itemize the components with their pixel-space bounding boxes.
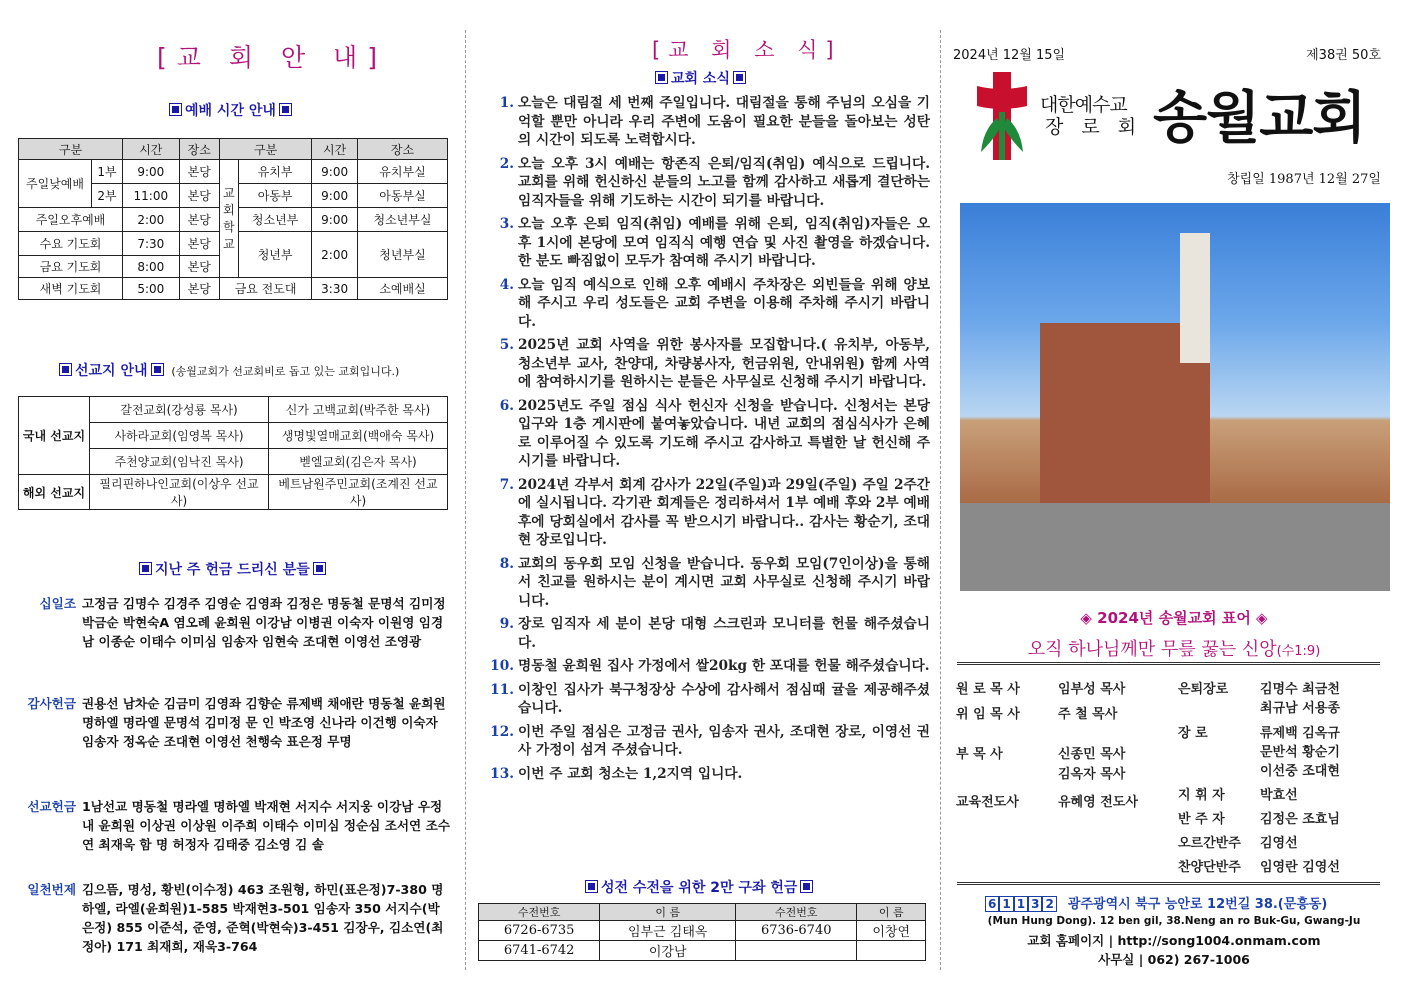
staff-role: 찬양단반주 — [1178, 860, 1241, 875]
column-divider — [940, 30, 941, 970]
divider-line — [957, 662, 1380, 665]
fund-table — [478, 903, 926, 961]
founded-date: 창립일 1987년 12월 27일 — [1227, 172, 1381, 187]
col-header: 이 름 — [857, 904, 926, 921]
zip-digit: 1 — [999, 896, 1013, 912]
cell: 7:30 — [123, 232, 180, 256]
news-list — [488, 94, 930, 788]
news-number: 6. — [499, 397, 514, 414]
cell: 2:00 — [312, 232, 358, 278]
staff-name: 임영란 김영선 — [1260, 860, 1340, 875]
news-text: 오늘은 대림절 세 번째 주일입니다. 대림절을 통해 주님의 오심을 기억할 뿐만 아니라 우리 주변에 도움이 필요한 분들을 돌아보는 성탄의 시간이 되도록 노력합시다. — [518, 95, 930, 148]
news-item — [488, 657, 930, 676]
news-item — [488, 215, 930, 271]
cell: 본당 — [179, 232, 219, 256]
news-number: 3. — [499, 216, 514, 232]
overseas-mission-label: 해외 선교지 — [19, 475, 90, 510]
address-english: (Mun Hung Dong). 12 ben gil, 38.Neng an ro Buk-Gu, Gwang-Ju — [987, 915, 1361, 927]
cell: 임부근 김태옥 — [600, 921, 736, 941]
cell: 6741-6742 — [479, 941, 600, 961]
cell: 소예배실 — [357, 278, 447, 300]
staff-name: 김옥자 목사 — [1058, 767, 1126, 782]
square-bullet-icon — [139, 562, 152, 575]
news-text: 오늘 오후 3시 예배는 항존직 은퇴/임직(취임) 예식으로 드립니다. 교회를 위해 헌신하신 분들의 노고를 함께 감사하고 새롭게 결단하는 임직자들을 위해 기도하는 시간이 되기를 바랍니다. — [518, 155, 930, 209]
mission-note: (송월교회가 선교회비로 돕고 있는 교회입니다.) — [171, 365, 400, 378]
news-item — [488, 276, 930, 332]
news-number: 11. — [490, 681, 514, 698]
church-building-photo — [960, 203, 1390, 591]
news-number: 10. — [490, 658, 514, 674]
cell: 아동부실 — [357, 184, 447, 208]
news-text: 명동철 윤희원 집사 가정에서 쌀20kg 한 포대를 헌물 해주셨습니다. — [518, 658, 930, 674]
col-header: 시간 — [312, 139, 358, 160]
news-text: 오늘 임직 예식으로 인해 오후 예배시 주차장은 외빈들을 위해 양보해 주시고 우리 성도들은 교회 주변을 이용해 주차해 주시기 바랍니다. — [518, 276, 930, 330]
staff-role: 반 주 자 — [1178, 812, 1225, 827]
mission-table — [18, 396, 448, 510]
offering-heading — [136, 559, 329, 579]
church-name: 송월교회 — [1153, 86, 1366, 151]
offering-label: 일천번제 — [27, 882, 76, 897]
staff-row — [956, 791, 1138, 810]
news-item — [488, 555, 930, 611]
staff-row — [1178, 832, 1298, 851]
worship-schedule-heading — [166, 100, 295, 120]
news-number: 2. — [499, 155, 514, 172]
cell: 베트남원주민교회(조계진 선교사) — [269, 475, 448, 510]
staff-name: 김정은 조효님 — [1260, 812, 1340, 827]
church-cross-logo-icon — [973, 72, 1031, 160]
news-text: 2025년 교회 사역을 위한 봉사자를 모집합니다.( 유치부, 아동부, 청소년부 교사, 찬양대, 차량봉사자, 헌금위원, 안내위원) 함께 사역에 참여하시기를 원하시는 분들은 사무실로 신청해 주시기 바랍니다. — [518, 337, 930, 390]
staff-row — [956, 678, 1125, 697]
col-header: 수전번호 — [479, 904, 600, 921]
church-guide-column — [0, 0, 462, 992]
square-bullet-icon — [733, 71, 746, 84]
news-item — [488, 615, 930, 652]
fund-heading — [582, 877, 816, 897]
news-number: 1. — [499, 95, 514, 111]
cell: 1부 — [92, 160, 123, 184]
cell: 주천양교회(임낙진 목사) — [90, 449, 269, 475]
church-news-title: [교 회 소 식] — [652, 38, 842, 62]
cell: 본당 — [179, 256, 219, 278]
cell: 2:00 — [123, 208, 180, 232]
news-number: 9. — [499, 616, 514, 632]
offering-names: 김으뜸, 명성, 황빈(이수정) 463 조원형, 하민(표은정)7-380 명하엘, 라엘(윤희원)1-585 박재현3-501 임송자 350 서지수(박은정) 855 이준석, 준영, 준혁(박현숙)3-451 김장우, 김소연(최정아) 171 최재희, 재욱3-764 — [82, 882, 444, 954]
church-guide-title: [교 회 안 내] — [157, 43, 387, 72]
offering-tithe — [20, 594, 450, 651]
news-item — [488, 397, 930, 471]
news-text: 이창인 집사가 북구청장상 수상에 감사해서 점심때 귤을 제공해주셨습니다. — [518, 681, 930, 716]
staff-role: 지 휘 자 — [1178, 788, 1225, 803]
zip-digit: 3 — [1028, 896, 1042, 912]
cell: 청년부 — [238, 232, 311, 278]
news-number: 13. — [490, 765, 514, 782]
staff-row — [1178, 856, 1340, 875]
col-header: 장소 — [357, 139, 447, 160]
cell: 금요 전도대 — [219, 278, 311, 300]
col-header: 시간 — [123, 139, 180, 160]
staff-row — [956, 703, 1117, 722]
bulletin-date: 2024년 12월 15일 — [953, 48, 1066, 63]
news-text: 이번 주 교회 청소는 1,2지역 입니다. — [518, 765, 743, 782]
staff-row — [1178, 784, 1298, 803]
offering-names: 권용선 남차순 김금미 김영좌 김향순 류제백 채애란 명동철 윤희원 명하엘 명라엘 문명석 김미정 문 인 박조영 신나라 이건행 이숙자 임송자 정옥순 조대현 이영선 천행숙 표은정 무명 — [82, 696, 446, 749]
zip-digit: 1 — [1014, 896, 1028, 912]
cell: 본당 — [179, 278, 219, 300]
zip-digit: 2 — [1042, 896, 1056, 912]
news-text: 이번 주일 점심은 고정금 권사, 임송자 권사, 조대현 장로, 이영선 권사 가정이 섬겨 주셨습니다. — [518, 723, 930, 758]
offering-label: 감사헌금 — [27, 696, 76, 711]
staff-row — [956, 763, 1125, 782]
zip-digit: 6 — [985, 896, 999, 912]
news-title: 교회 소식 — [671, 71, 730, 87]
offering-label: 십일조 — [39, 596, 76, 611]
col-header: 수전번호 — [736, 904, 857, 921]
cell — [736, 941, 857, 961]
staff-name: 주 철 목사 — [1058, 707, 1118, 722]
office-phone: 사무실 | 062) 267-1006 — [1098, 952, 1250, 967]
staff-name: 김명수 최금천 — [1260, 682, 1340, 697]
cell: 본당 — [179, 184, 219, 208]
square-bullet-icon — [800, 880, 813, 893]
cell: 아동부 — [238, 184, 311, 208]
denomination-line2: 장 로 회 — [1045, 116, 1143, 138]
cell: 신가 고백교회(박주한 목사) — [269, 397, 448, 423]
offering-label: 선교헌금 — [27, 799, 76, 814]
motto-title: ◈ 2024년 송월교회 표어 ◈ — [1080, 609, 1268, 627]
staff-name: 최규남 서용종 — [1260, 701, 1340, 716]
worship-schedule-title: 예배 시간 안내 — [185, 103, 276, 119]
cell: 9:00 — [312, 208, 358, 232]
cell: 8:00 — [123, 256, 180, 278]
cell: 사하라교회(임영복 목사) — [90, 423, 269, 449]
cell: 금요 기도회 — [19, 256, 123, 278]
cell: 청소년부실 — [357, 208, 447, 232]
square-bullet-icon — [59, 363, 72, 376]
cell: 유치부 — [238, 160, 311, 184]
cell: 갈전교회(강성룡 목사) — [90, 397, 269, 423]
staff-role: 원 로 목 사 — [956, 682, 1020, 697]
square-bullet-icon — [585, 880, 598, 893]
staff-role: 부 목 사 — [956, 747, 1003, 762]
cell: 9:00 — [312, 160, 358, 184]
offering-names: 고정금 김명수 김경주 김영순 김영좌 김정은 명동철 문명석 김미정 박금순 박현숙A 염오례 윤희원 이강남 이병권 이숙자 이원영 임경남 이종순 이태수 이미심 임송자 임현숙 조대현 이영선 조영광 — [82, 596, 446, 649]
news-number: 8. — [499, 555, 514, 572]
church-news-column — [470, 0, 938, 992]
offering-mission — [20, 797, 450, 854]
cell: 11:00 — [123, 184, 180, 208]
staff-row — [956, 743, 1125, 762]
news-item — [488, 765, 930, 784]
news-item — [488, 94, 930, 150]
fund-title: 성전 수전을 위한 2만 구좌 헌금 — [601, 880, 798, 896]
cell: 본당 — [179, 160, 219, 184]
mission-title: 선교지 안내 — [75, 363, 148, 379]
square-bullet-icon — [169, 103, 182, 116]
staff-row — [1178, 697, 1340, 716]
cell — [857, 941, 926, 961]
cell: 3:30 — [312, 278, 358, 300]
news-text: 오늘 오후 은퇴 임직(취임) 예배를 위해 은퇴, 임직(취임)자들은 오후 1시에 본당에 모여 임직식 예행 연습 및 사진 촬영을 하겠습니다. 한 분도 빠짐없이 모두가 참여해 주시기 바랍니다. — [518, 216, 930, 269]
cell: 5:00 — [123, 278, 180, 300]
photo-tower — [1180, 233, 1210, 363]
staff-row — [1178, 741, 1340, 760]
cell: 수요 기도회 — [19, 232, 123, 256]
col-header: 구분 — [219, 139, 311, 160]
news-item — [488, 155, 930, 211]
staff-name: 유혜영 전도사 — [1058, 795, 1138, 810]
staff-name: 임부성 목사 — [1058, 682, 1126, 697]
news-item — [488, 681, 930, 718]
motto-reference: (수1:9) — [1276, 644, 1321, 659]
cell: 벧엘교회(김은자 목사) — [269, 449, 448, 475]
homepage-link[interactable]: 교회 홈페이지 | http://song1004.onmam.com — [1027, 933, 1321, 948]
worship-schedule-table — [18, 138, 448, 300]
cell: 2부 — [92, 184, 123, 208]
staff-name: 김영선 — [1260, 836, 1298, 851]
column-divider — [465, 30, 466, 970]
cell: 새벽 기도회 — [19, 278, 123, 300]
staff-row — [1178, 722, 1340, 741]
staff-role: 교육전도사 — [956, 795, 1019, 810]
offering-thanks — [20, 694, 450, 751]
news-number: 5. — [499, 337, 514, 353]
news-text: 장로 임직자 세 분이 본당 대형 스크린과 모니터를 헌물 해주셨습니다. — [518, 616, 930, 651]
news-item — [488, 723, 930, 760]
news-text: 2025년도 주일 점심 식사 헌신자 신청을 받습니다. 신청서는 본당 입구와 1층 게시판에 붙여놓았습니다. 내년 교회의 점심식사가 은혜로 이루어질 수 있도록 기도해 주시고 감사하고 특별한 날 헌신해 주시기를 바랍니다. — [518, 397, 930, 469]
staff-role: 위 임 목 사 — [956, 707, 1020, 722]
news-item — [488, 336, 930, 392]
staff-row — [1178, 808, 1340, 827]
denomination-line1: 대한예수교 — [1040, 94, 1127, 116]
photo-parking — [960, 503, 1390, 591]
square-bullet-icon — [655, 71, 668, 84]
cell: 주일낮예배 — [19, 160, 92, 208]
cell: 9:00 — [312, 184, 358, 208]
cell: 이강남 — [600, 941, 736, 961]
staff-row — [1178, 678, 1340, 697]
staff-name: 박효선 — [1260, 788, 1298, 803]
staff-name: 이선중 조대현 — [1260, 764, 1340, 779]
cell: 본당 — [179, 208, 219, 232]
address-line — [985, 893, 1327, 912]
news-heading — [652, 68, 749, 88]
staff-name: 신종민 목사 — [1058, 747, 1126, 762]
square-bullet-icon — [313, 562, 326, 575]
cover-column — [945, 0, 1403, 992]
motto-text: 오직 하나님께만 무릎 꿇는 신앙 — [1027, 639, 1277, 660]
square-bullet-icon — [279, 103, 292, 116]
staff-name: 문반석 황순기 — [1260, 745, 1340, 760]
staff-role: 장 로 — [1178, 726, 1208, 741]
church-school-label: 교 회 학 교 — [219, 160, 238, 278]
mission-heading — [56, 360, 399, 380]
cell: 9:00 — [123, 160, 180, 184]
news-text: 2024년 각부서 회계 감사가 22일(주일)과 29일(주일) 주일 2주간에 실시됩니다. 각기관 회계들은 정리하셔서 1부 예배 후와 2부 예배 후에 당회실에서 감사를 꼭 받으시기 바랍니다.. 감사는 황순기, 조대현 장로입니다. — [518, 476, 930, 548]
cell: 필리핀하나인교회(이상우 선교사) — [90, 475, 269, 510]
domestic-mission-label: 국내 선교지 — [19, 397, 90, 475]
cell: 6736-6740 — [736, 921, 857, 941]
news-number: 12. — [490, 723, 514, 740]
cell: 주일오후예배 — [19, 208, 123, 232]
cell: 청소년부 — [238, 208, 311, 232]
offering-thousand — [20, 880, 450, 956]
offering-names: 1남선교 명동철 명라엘 명하엘 박재현 서지수 서지웅 이강남 우정내 윤희원 이상권 이상원 이주희 이태수 이미심 정순심 조서연 조수연 최재욱 함 명 허정자 김태중 김소영 김 솔 — [82, 799, 450, 852]
issue-number: 제38권 50호 — [1306, 48, 1381, 63]
col-header: 장소 — [179, 139, 219, 160]
news-text: 교회의 동우회 모임 신청을 받습니다. 동우회 모임(7인이상)을 통해서 친교를 원하시는 분이 계시면 교회 사무실로 신청해 주시기 바랍니다. — [518, 555, 930, 609]
staff-role: 오르간반주 — [1178, 836, 1241, 851]
col-header: 구분 — [19, 139, 123, 160]
divider-line — [957, 882, 1380, 885]
square-bullet-icon — [151, 363, 164, 376]
staff-role: 은퇴장로 — [1178, 682, 1229, 697]
cell: 생명빛열매교회(백애숙 목사) — [269, 423, 448, 449]
news-number: 7. — [499, 476, 514, 493]
staff-name: 류제백 김옥규 — [1260, 726, 1340, 741]
offering-title: 지난 주 헌금 드리신 분들 — [155, 562, 310, 578]
news-item — [488, 476, 930, 550]
cell: 6726-6735 — [479, 921, 600, 941]
news-number: 4. — [499, 276, 514, 293]
cell: 청년부실 — [357, 232, 447, 278]
cell: 이창연 — [857, 921, 926, 941]
cell: 유치부실 — [357, 160, 447, 184]
col-header: 이 름 — [600, 904, 736, 921]
address: 광주광역시 북구 능안로 12번길 38.(문흥동) — [1067, 897, 1328, 912]
staff-row — [1178, 760, 1340, 779]
motto — [945, 635, 1403, 661]
